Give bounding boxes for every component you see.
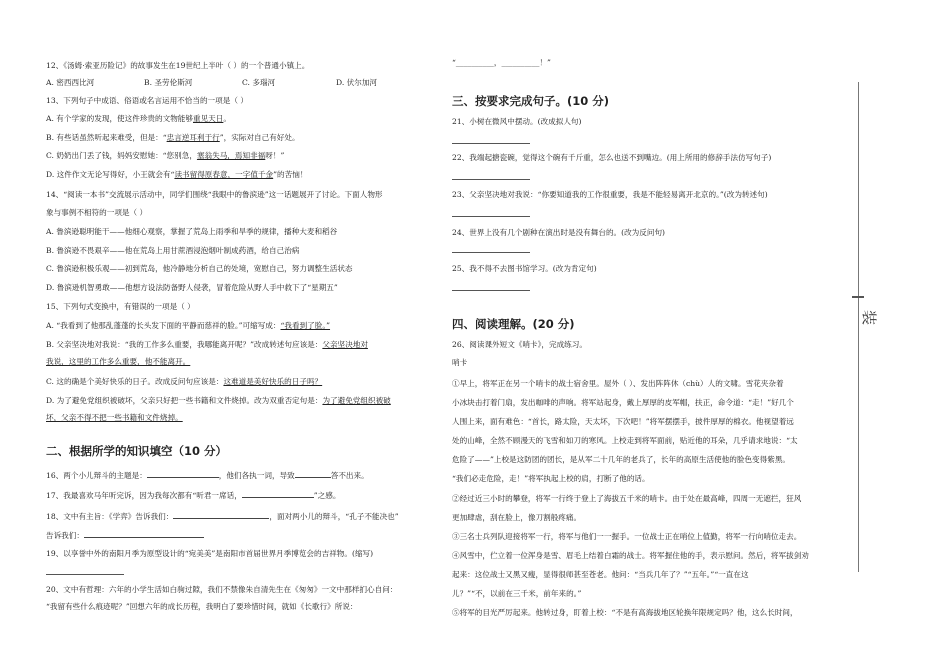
answer-blank[interactable] [147, 469, 219, 478]
passage-p4-line-2: 起来：这位战士又黑又瘦，显得很师甚至苍老。他问：“当兵几年了？”“五年。”“一直在这 [452, 570, 749, 579]
underlined-phrase: 为了避免党组织被破 [322, 396, 391, 405]
text: D. 为了避免党组织被破坏，父亲只好把一些书籍和文件烧掉。改为双重否定句是： [46, 396, 323, 405]
question-14-c: C. 鲁滨逊积极乐观——初到荒岛，他冷静地分析自己的处境，宽慰自己，努力调整生活状态 [46, 264, 353, 273]
section-4-heading: 四、阅读理解。(20 分) [452, 317, 575, 331]
answer-line[interactable] [452, 143, 530, 144]
section-3-heading: 三、按要求完成句子。(10 分) [452, 94, 610, 108]
section-2-heading: 二、根据所学的知识填空（10 分） [46, 444, 228, 458]
option-d: D. 伏尔加河 [336, 78, 378, 87]
text: B. 有些话虽然听起来难受，但是：“ [46, 133, 167, 142]
answer-line[interactable] [452, 290, 530, 291]
answer-line[interactable] [452, 252, 530, 253]
question-20-line-2: “我留有些什么痕迹呢？”回想六年的成长历程，我明白了要珍惜时间，就如《长歌行》所说： [46, 602, 358, 611]
option-c: C. 多瑙河 [242, 78, 276, 87]
question-13: 13、下列句子中成语、俗语或名言运用不恰当的一项是（ ） [46, 96, 248, 105]
question-22: 22、我端起搪瓷碗，觉得这个碗有千斤重，怎么也送不到嘴边。(用上所用的修辞手法仿写句子) [452, 153, 772, 162]
text: 16、两个小儿辩斗的主题是： [46, 471, 147, 480]
question-13-d [46, 170, 307, 180]
question-15-c [46, 377, 322, 387]
binding-char: 装 [860, 309, 879, 326]
passage-p1-line-3: 人围上来，面有难色：“首长，路太险，天太坏，下次吧！”将军摆摆手，披件厚厚的棉衣。他视望着远 [452, 417, 794, 426]
question-14-d: D. 鲁滨逊机智勇敢——他想方设法防备野人侵袭，冒着危险从野人手中救下了“星期五” [46, 283, 338, 292]
question-15-b [46, 340, 368, 350]
passage-p2-line-2: 更加肆虐，刮在脸上，像刀割般疼痛。 [452, 513, 582, 522]
text: A. “我看到了他那乱蓬蓬的长头发下面的平静而慈祥的脸。”可缩写成： [46, 321, 281, 330]
question-14-a: A. 鲁滨逊聪明能干——他细心观察，掌握了荒岛上雨季和旱季的规律，播种大麦和稻谷 [46, 227, 338, 236]
text: 17、我最喜欢马年听完诉，因为我每次都有“听君一席话， [46, 491, 242, 500]
underlined-phrase: 重见天日 [193, 114, 224, 123]
answer-blank[interactable] [84, 529, 204, 538]
question-15-a [46, 321, 330, 331]
text: C. 奶奶出门丢了钱，妈妈安慰她：“您别急， [46, 151, 197, 160]
answer-blank[interactable] [173, 510, 269, 519]
question-16 [46, 469, 369, 481]
text: D. 这件作文无论写得好，小王就会有“ [46, 170, 175, 179]
passage-title: 哨卡 [452, 358, 468, 367]
question-14-line-2: 象与事例不相符的一项是（ ） [46, 208, 148, 217]
underlined-phrase: “我看到了脸。” [280, 321, 331, 330]
question-23: 23、父亲坚决地对我说：“你要知道我的工作很重要，我是不能轻易离开北京的。”(改为转述句) [452, 190, 768, 199]
question-17 [46, 489, 340, 501]
underlined-phrase: 忠言逆耳利于行 [166, 133, 220, 142]
question-14-line-1: 14、“阅读一本书”交流展示活动中，同学们围绕“我眼中的鲁滨逊”这一话题展开了讨论。下面人物形 [46, 190, 383, 199]
text: 告诉我们： [46, 531, 84, 540]
answer-line[interactable] [452, 179, 530, 180]
question-15-d-cont: 坏，父亲不得不把一些书籍和文件烧掉。 [46, 413, 183, 422]
passage-p4-line-1: ④风雪中，伫立着一位浑身是雪、眉毛上结着白霜的战士。将军握住他的手，表示慰问。然后，将军拔剑劝 [452, 551, 809, 560]
answer-line[interactable] [452, 216, 530, 217]
answer-blank[interactable] [295, 469, 331, 478]
text: A. 有个学家的发现，使这件珍贵的文物能够 [46, 114, 193, 123]
option-b: B. 圣劳伦斯河 [144, 78, 193, 87]
passage-p3: ③三名士兵列队迎接将军一行，将军与他们一一握手。一位战士正在哨位上值勤，将军一行向哨位走去。 [452, 532, 802, 541]
passage-p1-line-2: 小冰块击打着门扇，发出咖啡的声响。将军站起身，戴上厚厚的皮军帽，扶正，命令道：“走！”好几个 [452, 398, 794, 407]
passage-p2-line-1: ②经过近三小时的攀登，将军一行终于登上了海拔五千米的哨卡。由于处在最高峰，四周一无遮拦，狂风 [452, 494, 802, 503]
passage-p5: ⑤将军的目光严厉起来。他转过身，盯着上校：“不是有高海拔地区轮换年限规定吗？他，这么长时间， [452, 608, 798, 617]
question-12: 12、《汤姆·索亚历险记》的故事发生在19世纪上半叶（ ）的一个普通小镇上。 [46, 61, 310, 70]
question-15-d [46, 396, 391, 406]
question-18-cont [46, 529, 204, 541]
text: ”，实际对自己有好处。 [219, 133, 300, 142]
text: ，他们各执一词，导致 [218, 471, 295, 480]
answer-blank[interactable] [242, 489, 314, 498]
passage-p4-line-3: 儿？”“不，以前在三千米，前年来的。” [452, 589, 582, 598]
question-15: 15、下列句式变换中，有错误的一项是（ ） [46, 302, 195, 311]
text: 答不出来。 [330, 471, 369, 480]
answer-quote-blanks[interactable]: “__________，__________！” [452, 58, 551, 67]
passage-p1-line-1: ①早上，将军正在另一个哨卡的战士宿舍里。屋外（ ）、发出阵阵休（chù）人的文啸。雪花夹杂着 [452, 379, 784, 388]
text: ”之感。 [313, 491, 341, 500]
underlined-phrase: 塞翁失马，焉知非福 [196, 151, 266, 160]
binding-mark [852, 296, 864, 298]
question-13-a [46, 114, 231, 124]
passage-p1-line-4: 处的山峰，全然不顾漫天的飞雪和如刀的寒风。上校走到将军面前，贴近他的耳朵，几乎请求地说：“太 [452, 436, 798, 445]
text: 18、文中有主旨：《学弈》告诉我们： [46, 512, 174, 521]
question-20-line-1: 20、文中有哲理：六年的小学生活如白驹过隙，我们不禁像朱自清先生在《匆匆》一文中那样扪心自问： [46, 585, 398, 594]
question-18 [46, 510, 399, 522]
text: C. 这的确是个美好快乐的日子。改成反问句应该是： [46, 377, 224, 386]
underlined-phrase: 这难道是美好快乐的日子吗？ [223, 377, 323, 386]
question-25: 25、我不得不去图书馆学习。(改为肯定句) [452, 264, 597, 273]
question-13-c [46, 151, 284, 161]
question-13-b [46, 133, 300, 143]
question-19: 19、以享誉中外的南阳月季为原型设计的“宛美美”是南阳市首届世界月季博览会的吉祥物。(缩写) [46, 549, 374, 558]
question-14-b: B. 鲁滨逊不畏艰辛——他在荒岛上用甘蔗酒浸泡烟叶制成药酒，给自己治病 [46, 246, 300, 255]
text: 呀！” [265, 151, 285, 160]
text: 。 [223, 114, 231, 123]
question-26: 26、阅读课外短文《哨卡》，完成练习。 [452, 340, 587, 349]
passage-p1-line-5: 危险了——”上校是这防团的团长，是从军二十几年的老兵了，长年的高原生活使他的脸色变得紫黑。 [452, 455, 791, 464]
passage-p1-line-6: “我们必走危险，走！”将军执起上校的肩，打断了他的话。 [452, 474, 650, 483]
underlined-phrase: 读书留得原春意，一字值千金 [174, 170, 274, 179]
text: ，面对两小儿的辩斗，“孔子不能决也” [269, 512, 399, 521]
option-a: A. 密西西比河 [46, 78, 95, 87]
binding-line [858, 82, 859, 572]
question-21: 21、小树在微风中摆动。(改成拟人句) [452, 117, 582, 126]
answer-line[interactable] [46, 574, 124, 575]
text: ”的苦恼！ [273, 170, 308, 179]
question-15-b-cont: 我说，这里的工作多么重要，他不能离开。 [46, 357, 191, 366]
underlined-phrase: 父亲坚决地对 [322, 340, 368, 349]
question-24: 24、世界上没有几个剧种在演出时是没有舞台的。(改为反问句) [452, 228, 666, 237]
text: B. 父亲坚决地对我说：“我的工作多么重要，我哪能离开呢？”改成转述句应该是： [46, 340, 323, 349]
